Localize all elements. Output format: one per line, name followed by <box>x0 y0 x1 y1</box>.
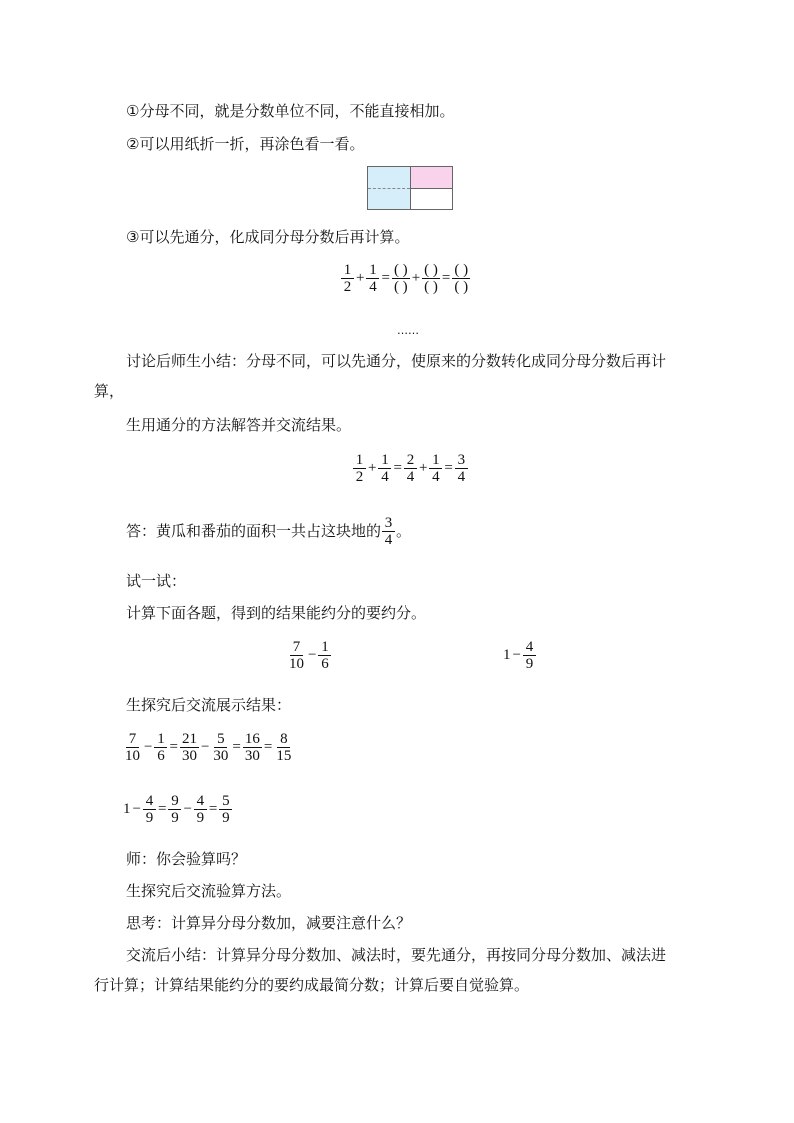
denominator: 9 <box>196 810 205 826</box>
result-2 <box>122 793 233 826</box>
paragraph-4a: 讨论后师生小结：分母不同，可以先通分，使原来的分数转化成同分母分数后再计 <box>126 352 667 370</box>
numerator: 5 <box>214 731 227 748</box>
fraction <box>219 793 232 826</box>
fraction <box>318 639 331 672</box>
fraction <box>455 452 468 485</box>
paragraph-12: 思考：计算异分母分数加，减要注意什么？ <box>126 914 412 932</box>
numerator: 1 <box>378 452 391 469</box>
fraction <box>123 731 142 764</box>
denominator: 9 <box>525 656 534 672</box>
paragraph-7: 试一试： <box>126 572 187 590</box>
numerator: 1 <box>366 262 379 279</box>
ellipsis: …… <box>397 324 419 337</box>
fraction <box>143 793 156 826</box>
numerator: ( ) <box>424 262 438 278</box>
math-operator: = <box>381 270 390 286</box>
paragraph-4b: 算， <box>94 382 125 400</box>
denominator: 4 <box>384 532 393 548</box>
math-operator: = <box>208 801 218 817</box>
denominator: 9 <box>145 810 154 826</box>
math-operator: = <box>444 460 453 476</box>
numerator: 4 <box>143 793 156 810</box>
fraction <box>287 639 306 672</box>
denominator: 6 <box>157 748 165 764</box>
blank-fraction <box>452 262 470 295</box>
fraction <box>341 262 354 295</box>
numerator: 1 <box>318 639 331 656</box>
numerator: 9 <box>168 793 181 810</box>
math-operator: + <box>368 460 377 476</box>
blank-fraction <box>392 262 410 295</box>
fraction <box>404 452 417 485</box>
numerator: ( ) <box>454 262 469 278</box>
math-operator: = <box>393 460 402 476</box>
math-operator: − <box>200 739 210 755</box>
math-operator: − <box>132 801 141 817</box>
equation-solution <box>352 452 469 485</box>
numerator: 3 <box>382 515 395 532</box>
exercise-2 <box>502 639 537 672</box>
numerator: 16 <box>244 731 260 747</box>
denominator: 4 <box>457 469 466 485</box>
fraction <box>378 452 391 485</box>
numerator: 5 <box>219 793 232 810</box>
denominator: ( ) <box>454 279 469 295</box>
numerator: 7 <box>290 639 303 656</box>
numerator: 7 <box>126 731 139 748</box>
denominator: 6 <box>321 656 329 672</box>
math-operator: 1 <box>503 647 511 663</box>
numerator: 1 <box>353 452 366 469</box>
paragraph-1: ①分母不同，就是分数单位不同，不能直接相加。 <box>126 102 455 120</box>
folded-paper-diagram <box>367 166 453 210</box>
denominator: 9 <box>222 810 230 826</box>
math-operator: − <box>512 647 521 663</box>
denominator: 2 <box>355 469 364 485</box>
fraction <box>154 731 167 764</box>
numerator: 1 <box>154 731 167 748</box>
denominator: 4 <box>432 469 440 485</box>
numerator: 4 <box>194 793 207 810</box>
paragraph-3: ③可以先通分，化成同分母分数后再计算。 <box>126 228 410 246</box>
denominator: 30 <box>213 748 229 764</box>
answer-text: 答：黄瓜和番茄的面积一共占这块地的 <box>126 522 382 540</box>
denominator: 15 <box>276 748 292 764</box>
math-operator: − <box>144 739 153 755</box>
numerator: 1 <box>341 262 354 279</box>
answer-line <box>126 514 411 548</box>
numerator: 1 <box>429 452 442 469</box>
denominator: ( ) <box>393 279 408 295</box>
numerator: 21 <box>181 731 197 747</box>
paragraph-10: 师：你会验算吗？ <box>126 850 247 868</box>
numerator: 3 <box>455 452 468 469</box>
blank-fraction <box>422 262 440 295</box>
equation-blanks <box>340 262 471 295</box>
denominator: 10 <box>125 748 140 764</box>
paragraph-11: 生探究后交流验算方法。 <box>126 882 292 900</box>
paragraph-5: 生用通分的方法解答并交流结果。 <box>126 416 352 434</box>
fraction <box>243 731 262 764</box>
math-operator: = <box>232 739 241 755</box>
fold-dashed-line <box>368 188 410 189</box>
result-1 <box>122 731 294 764</box>
math-operator: 1 <box>123 801 131 817</box>
denominator: 4 <box>369 279 377 295</box>
paragraph-2: ②可以用纸折一折，再涂色看一看。 <box>126 135 365 153</box>
pink-shaded-cell <box>410 166 453 189</box>
fraction <box>366 262 379 295</box>
numerator: 4 <box>523 639 536 656</box>
denominator: 4 <box>406 469 415 485</box>
paragraph-13a: 交流后小结：计算异分母分数加、减法时，要先通分，再按同分母分数加、减法进 <box>126 946 667 964</box>
math-operator: + <box>411 270 421 286</box>
math-operator: + <box>418 460 428 476</box>
denominator: 30 <box>244 748 260 764</box>
numerator: 8 <box>277 731 290 748</box>
math-operator: = <box>263 739 273 755</box>
answer-period: 。 <box>396 522 412 540</box>
math-operator: − <box>308 647 317 663</box>
math-operator: = <box>169 739 178 755</box>
white-cell <box>410 188 453 210</box>
exercise-1 <box>286 639 332 672</box>
fraction <box>168 793 181 826</box>
numerator: 2 <box>404 452 417 469</box>
fraction <box>429 452 442 485</box>
paragraph-13b: 行计算；计算结果能约分的要约成最简分数；计算后要自觉验算。 <box>94 976 530 994</box>
denominator: 10 <box>289 656 304 672</box>
denominator: 2 <box>343 279 352 295</box>
answer-fraction <box>382 515 395 548</box>
math-operator: − <box>183 801 192 817</box>
math-operator: = <box>441 270 451 286</box>
paragraph-9: 生探究后交流展示结果： <box>126 696 292 714</box>
denominator: 9 <box>171 810 179 826</box>
fraction <box>523 639 536 672</box>
numerator: ( ) <box>393 262 408 278</box>
fraction <box>211 731 230 764</box>
fraction <box>180 731 199 764</box>
fraction <box>353 452 366 485</box>
math-operator: = <box>157 801 167 817</box>
denominator: 4 <box>381 469 389 485</box>
denominator: 30 <box>181 748 197 764</box>
fraction <box>274 731 293 764</box>
fraction <box>194 793 207 826</box>
paragraph-8: 计算下面各题，得到的结果能约分的要约分。 <box>126 604 427 622</box>
denominator: ( ) <box>424 279 438 295</box>
math-operator: + <box>356 270 365 286</box>
